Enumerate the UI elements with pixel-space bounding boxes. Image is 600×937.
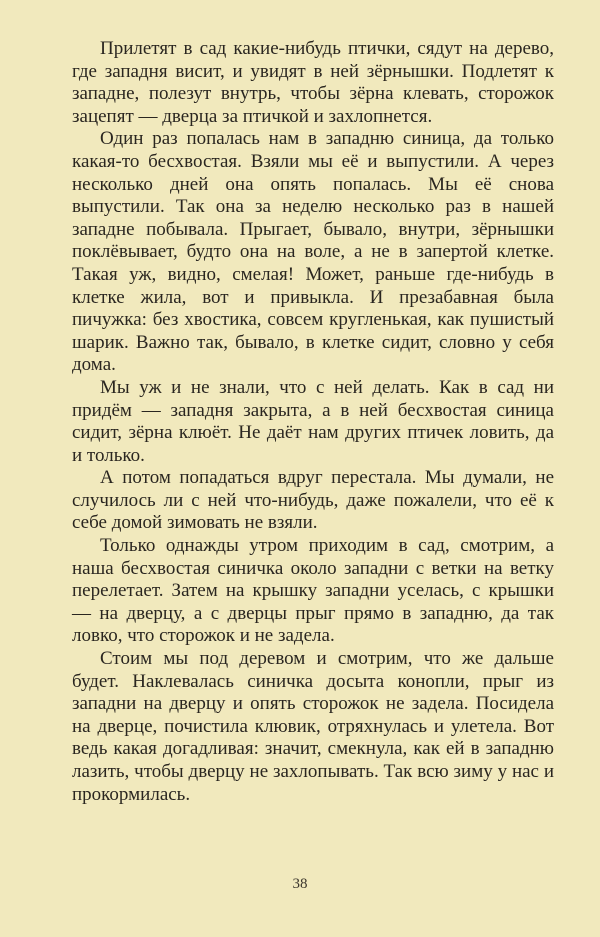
paragraph-2: Один раз попалась нам в западню синица, да только какая-то бесхвостая. Взяли мы её и выпустили. А через несколько дней она опять попалась. Мы её снова выпустили. Так она за неделю несколько раз в нашей западне побывала. Прыгает, бывало, внутри, зёрнышки поклёвывает, будто она на воле, а не в запертой клетке. Такая уж, видно, смелая! Может, раньше где-нибудь в клетке жила, вот и привыкла. И презабавная была пичужка: без хвостика, совсем кругленькая, как пушистый шарик. Важно так, бывало, в клетке сидит, словно у себя дома. [72,128,554,376]
body-text [72,38,554,806]
paragraph-6: Стоим мы под деревом и смотрим, что же дальше будет. Наклевалась синичка досыта конопли, прыг из западни на дверцу и опять сторожок не задела. Посидела на дверце, почистила клювик, отряхнулась и улетела. Вот ведь какая догадливая: значит, смекнула, как ей в западню лазить, чтобы дверцу не захлопывать. Так всю зиму у нас и прокормилась. [72,648,554,805]
page-number: 38 [292,876,308,892]
paragraph-1: Прилетят в сад какие-нибудь птички, сядут на дерево, где западня висит, и увидят в ней зёрнышки. Подлетят к западне, полезут внутрь, чтобы зёрна клевать, сторожок зацепят — дверца за птичкой и захлопнется. [72,38,554,127]
paragraph-4: А потом попадаться вдруг перестала. Мы думали, не случилось ли с ней что-нибудь, даже пожалели, что её к себе домой зимовать не взяли. [72,467,554,534]
paragraph-5: Только однажды утром приходим в сад, смотрим, а наша бесхвостая синичка около западни с ветки на ветку перелетает. Затем на крышку западни уселась, с крышки — на дверцу, а с дверцы прыг прямо в западню, да так ловко, что сторожок и не задела. [72,535,554,647]
paragraph-3: Мы уж и не знали, что с ней делать. Как в сад ни придём — западня закрыта, а в ней бесхвостая синица сидит, зёрна клюёт. Не даёт нам других птичек ловить, да и только. [72,376,554,466]
